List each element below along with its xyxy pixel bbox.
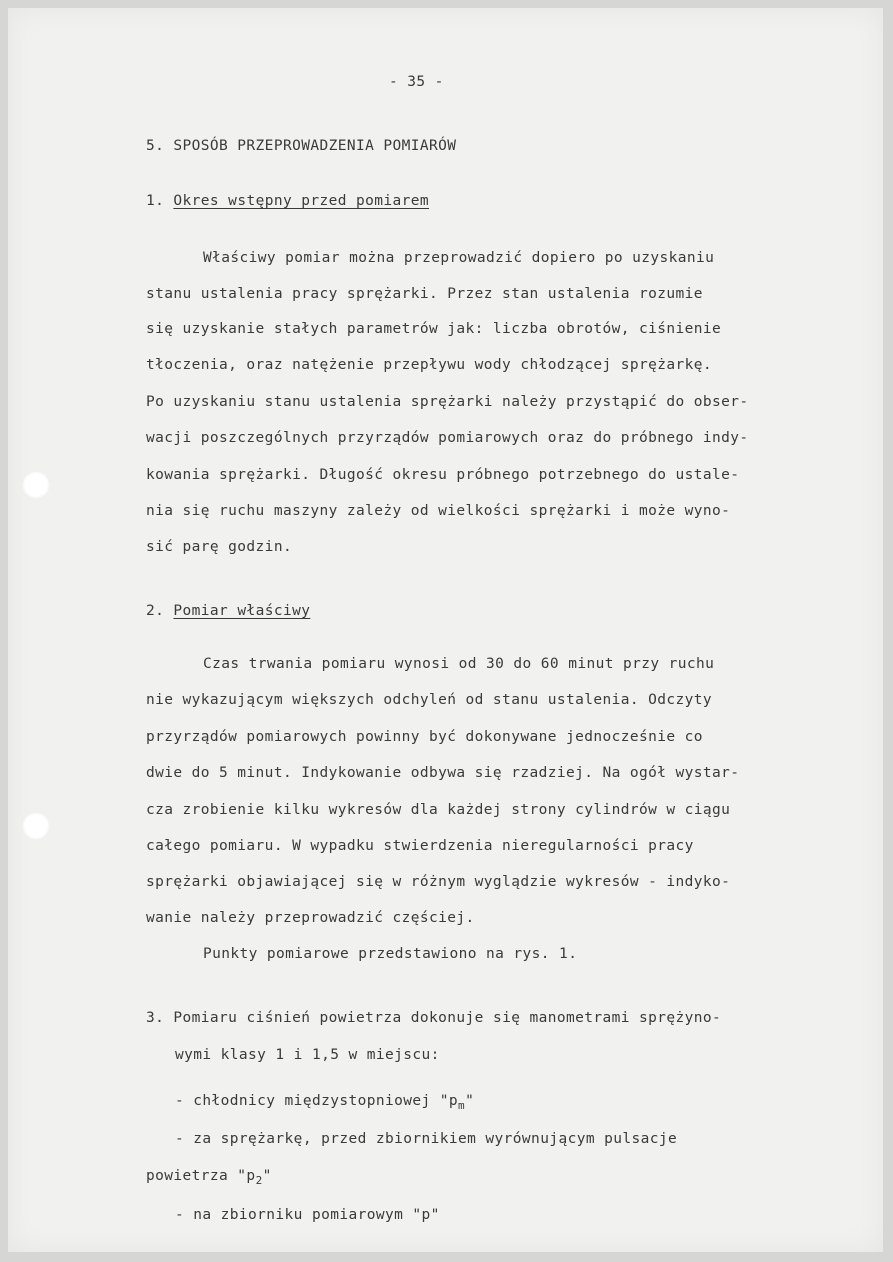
para1-line: tłoczenia, oraz natężenie przepływu wody chłodzącej sprężarkę. bbox=[146, 357, 713, 373]
subsection-2-number: 2. bbox=[146, 603, 165, 619]
para2-line: dwie do 5 minut. Indykowanie odbywa się rzadziej. Na ogół wystar- bbox=[146, 765, 740, 781]
subsection-2-title: Pomiar właściwy bbox=[173, 603, 311, 619]
para2-line: przyrządów pomiarowych powinny być dokonywane jednocześnie co bbox=[146, 729, 703, 745]
para1-line: stanu ustalenia pracy sprężarki. Przez stan ustalenia rozumie bbox=[146, 286, 703, 302]
subsection-1-heading bbox=[146, 193, 429, 209]
list-item-text: - chłodnicy międzystopniowej "p bbox=[175, 1093, 459, 1109]
subsection-3-number: 3. bbox=[146, 1010, 165, 1026]
list-item-zbiornik: - na zbiorniku pomiarowym "p" bbox=[175, 1207, 440, 1223]
list-item-chlodnica bbox=[175, 1093, 474, 1112]
quote-close: " bbox=[465, 1093, 475, 1109]
para1-line: sić parę godzin. bbox=[146, 539, 293, 555]
punch-hole-top bbox=[22, 471, 50, 499]
subsection-2-heading bbox=[146, 603, 310, 619]
section-title: 5. SPOSÓB PRZEPROWADZENIA POMIARÓW bbox=[146, 138, 457, 154]
para2-line: sprężarki objawiającej się w różnym wyglądzie wykresów - indyko- bbox=[146, 874, 731, 890]
para1-line: nia się ruchu maszyny zależy od wielkości sprężarki i może wyno- bbox=[146, 503, 731, 519]
subscript: m bbox=[458, 1099, 466, 1112]
para1-line: Po uzyskaniu stanu ustalenia sprężarki należy przystąpić do obser- bbox=[146, 394, 749, 410]
para1-line: wacji poszczególnych przyrządów pomiarowych oraz do próbnego indy- bbox=[146, 430, 749, 446]
para1-line: kowania sprężarki. Długość okresu próbnego potrzebnego do ustale- bbox=[146, 467, 740, 483]
list-item-za-sprezarka: - za sprężarkę, przed zbiornikiem wyrównującym pulsacje bbox=[175, 1131, 678, 1147]
subsection-3-line-2: wymi klasy 1 i 1,5 w miejscu: bbox=[175, 1047, 440, 1063]
para1-line: Właściwy pomiar można przeprowadzić dopiero po uzyskaniu bbox=[203, 250, 715, 266]
subscript: 2 bbox=[255, 1174, 263, 1187]
figure-reference: Punkty pomiarowe przedstawiono na rys. 1. bbox=[203, 946, 578, 962]
para2-line: wanie należy przeprowadzić częściej. bbox=[146, 910, 475, 926]
para2-line: całego pomiaru. W wypadku stwierdzenia nieregularności pracy bbox=[146, 838, 694, 854]
punch-hole-bottom bbox=[22, 812, 50, 840]
para2-line: Czas trwania pomiaru wynosi od 30 do 60 minut przy ruchu bbox=[203, 656, 715, 672]
para2-line: nie wykazującym większych odchyleń od stanu ustalenia. Odczyty bbox=[146, 692, 713, 708]
page-number: - 35 - bbox=[389, 74, 444, 90]
para1-line: się uzyskanie stałych parametrów jak: liczba obrotów, ciśnienie bbox=[146, 321, 722, 337]
list-item-za-sprezarka-cont bbox=[146, 1168, 272, 1187]
para2-line: cza zrobienie kilku wykresów dla każdej strony cylindrów w ciągu bbox=[146, 802, 731, 818]
subsection-1-title: Okres wstępny przed pomiarem bbox=[173, 193, 430, 209]
list-item-text: powietrza "p bbox=[146, 1168, 256, 1184]
subsection-3-line-1 bbox=[146, 1010, 721, 1026]
subsection-1-number: 1. bbox=[146, 193, 165, 209]
paper-page bbox=[8, 8, 883, 1252]
quote-close: " bbox=[262, 1168, 272, 1184]
subsection-3-text: Pomiaru ciśnień powietrza dokonuje się manometrami sprężyno- bbox=[173, 1010, 722, 1026]
